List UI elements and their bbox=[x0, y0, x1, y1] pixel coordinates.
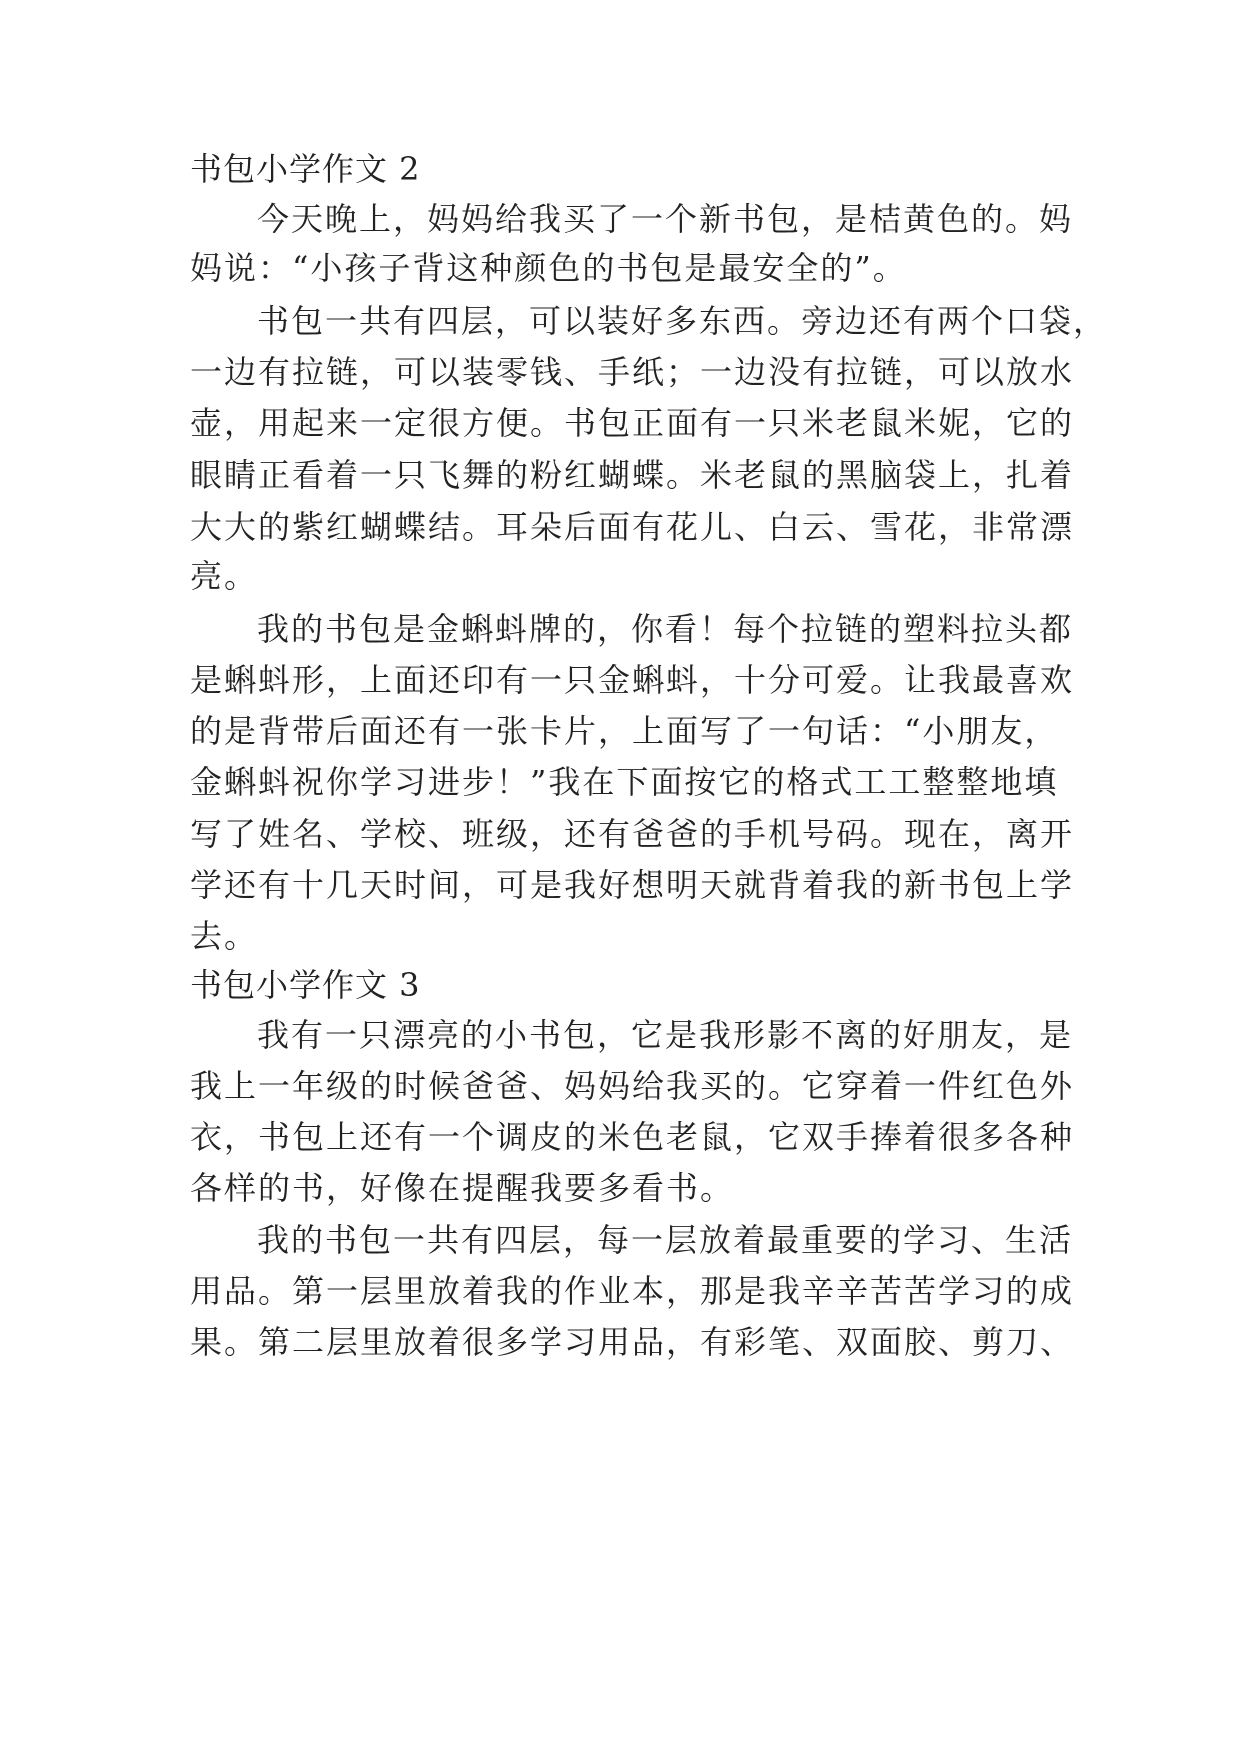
paragraph-line: 壶，用起来一定很方便。书包正面有一只米老鼠米妮，它的 bbox=[190, 404, 1075, 442]
paragraph-line: 的是背带后面还有一张卡片，上面写了一句话：“小朋友， bbox=[190, 712, 1059, 750]
paragraph-line: 衣，书包上还有一个调皮的米色老鼠，它双手捧着很多各种 bbox=[190, 1118, 1075, 1156]
paragraph-line: 眼睛正看着一只飞舞的粉红蝴蝶。米老鼠的黑脑袋上，扎着 bbox=[190, 456, 1075, 494]
paragraph-line: 我的书包是金蝌蚪牌的，你看！每个拉链的塑料拉头都 bbox=[257, 610, 1074, 648]
paragraph-line: 亮。 bbox=[190, 557, 259, 595]
paragraph-line: 去。 bbox=[190, 917, 259, 955]
paragraph-line: 妈说：“小孩子背这种颜色的书包是最安全的”。 bbox=[190, 249, 907, 287]
section-title: 书包小学作文 3 bbox=[190, 966, 421, 1004]
paragraph-line: 是蝌蚪形，上面还印有一只金蝌蚪，十分可爱。让我最喜欢 bbox=[190, 661, 1075, 699]
paragraph-line: 一边有拉链，可以装零钱、手纸；一边没有拉链，可以放水 bbox=[190, 353, 1075, 391]
section-title: 书包小学作文 2 bbox=[190, 150, 421, 188]
paragraph-line: 写了姓名、学校、班级，还有爸爸的手机号码。现在，离开 bbox=[190, 815, 1075, 853]
paragraph-line: 学还有十几天时间，可是我好想明天就背着我的新书包上学 bbox=[190, 866, 1075, 904]
paragraph-line: 我的书包一共有四层，每一层放着最重要的学习、生活 bbox=[257, 1221, 1074, 1259]
paragraph-line: 我上一年级的时候爸爸、妈妈给我买的。它穿着一件红色外 bbox=[190, 1067, 1075, 1105]
paragraph-line: 我有一只漂亮的小书包，它是我形影不离的好朋友，是 bbox=[257, 1016, 1074, 1054]
paragraph-line: 用品。第一层里放着我的作业本，那是我辛辛苦苦学习的成 bbox=[190, 1272, 1075, 1310]
paragraph-line: 各样的书，好像在提醒我要多看书。 bbox=[190, 1169, 735, 1207]
paragraph-line: 大大的紫红蝴蝶结。耳朵后面有花儿、白云、雪花，非常漂 bbox=[190, 508, 1075, 546]
paragraph-line: 书包一共有四层，可以装好多东西。旁边还有两个口袋， bbox=[257, 302, 1108, 340]
paragraph-line: 今天晚上，妈妈给我买了一个新书包，是桔黄色的。妈 bbox=[257, 200, 1074, 238]
paragraph-line: 金蝌蚪祝你学习进步！”我在下面按它的格式工工整整地填 bbox=[190, 763, 1059, 801]
paragraph-line: 果。第二层里放着很多学习用品，有彩笔、双面胶、剪刀、 bbox=[190, 1323, 1075, 1361]
